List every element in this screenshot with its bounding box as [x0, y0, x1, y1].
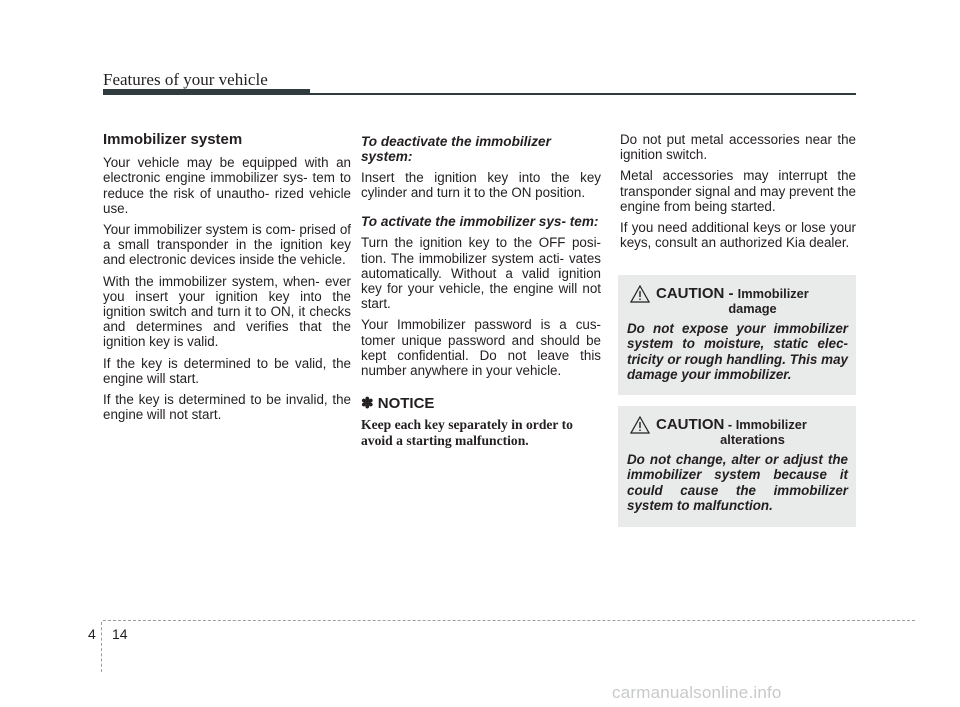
chapter-number: 4 [88, 626, 96, 642]
paragraph: Your Immobilizer password is a cus- tomer unique password and should be kept confidential. Do not leave this number anywhere in your vehicle. [361, 317, 601, 379]
caution-box-alterations [618, 406, 856, 527]
watermark: carmanualsonline.info [612, 683, 782, 702]
paragraph: Do not put metal accessories near the ignition switch. [620, 132, 856, 163]
caution-subtitle-line2: damage [728, 301, 777, 316]
subheading-activate: To activate the immobilizer sys- tem: [361, 214, 599, 230]
caution-subtitle: Immobilizer [737, 286, 809, 301]
paragraph: If you need additional keys or lose your keys, consult an authorized Kia dealer. [620, 220, 856, 251]
page-header-title: Features of your vehicle [103, 70, 268, 89]
caution-title: CAUTION - [656, 285, 738, 302]
column-middle [361, 134, 601, 448]
caution-subtitle-line2: alterations [720, 432, 785, 447]
footer-rule [103, 620, 915, 621]
footer-vertical-rule [101, 622, 102, 672]
notice-body: Keep each key separately in order to avoid a starting malfunction. [361, 417, 573, 448]
notice-box [361, 396, 601, 448]
paragraph: Your vehicle may be equipped with an electronic engine immobilizer sys- tem to reduce the risk of unautho- rized vehicle use. [103, 155, 351, 216]
paragraph: If the key is determined to be invalid, the engine will not start. [103, 392, 351, 423]
paragraph: With the immobilizer system, when- ever you insert your ignition key into the ignition switch and turn it to ON, it checks and determines and verifies that the ignition key is valid. [103, 273, 351, 350]
header-rule-thin [310, 93, 856, 95]
caution-subtitle: - Immobilizer [724, 417, 807, 432]
warning-triangle-icon [630, 416, 650, 434]
section-heading-immobilizer: Immobilizer system [103, 131, 243, 148]
paragraph: Turn the ignition key to the OFF posi- tion. The immobilizer system acti- vates automatically. Without a valid ignition key for your vehicle, the engine will not start. [361, 235, 601, 312]
subheading-deactivate: To deactivate the immobilizer system: [361, 134, 551, 164]
paragraph: Your immobilizer system is com- prised of a small transponder in the ignition key and electronic devices inside the vehicle. [103, 222, 351, 268]
caution-title: CAUTION [656, 416, 725, 433]
column-right [620, 132, 856, 256]
caution-box-damage [618, 275, 856, 395]
warning-triangle-icon [630, 285, 650, 303]
notice-title: ✽ NOTICE [361, 395, 435, 413]
paragraph: Metal accessories may interrupt the transponder signal and may prevent the engine from being started. [620, 168, 856, 214]
header-rule-thick [103, 89, 310, 95]
caution-body: Do not change, alter or adjust the immobilizer system because it could cause the immobilizer system to malfunction. [627, 452, 848, 514]
column-left [103, 132, 351, 428]
paragraph: Insert the ignition key into the key cylinder and turn it to the ON position. [361, 170, 601, 201]
paragraph: If the key is determined to be valid, the engine will start. [103, 355, 351, 386]
caution-body: Do not expose your immobilizer system to moisture, static elec- tricity or rough handling. This may damage your immobilizer. [627, 321, 848, 383]
page-number: 14 [112, 626, 128, 642]
